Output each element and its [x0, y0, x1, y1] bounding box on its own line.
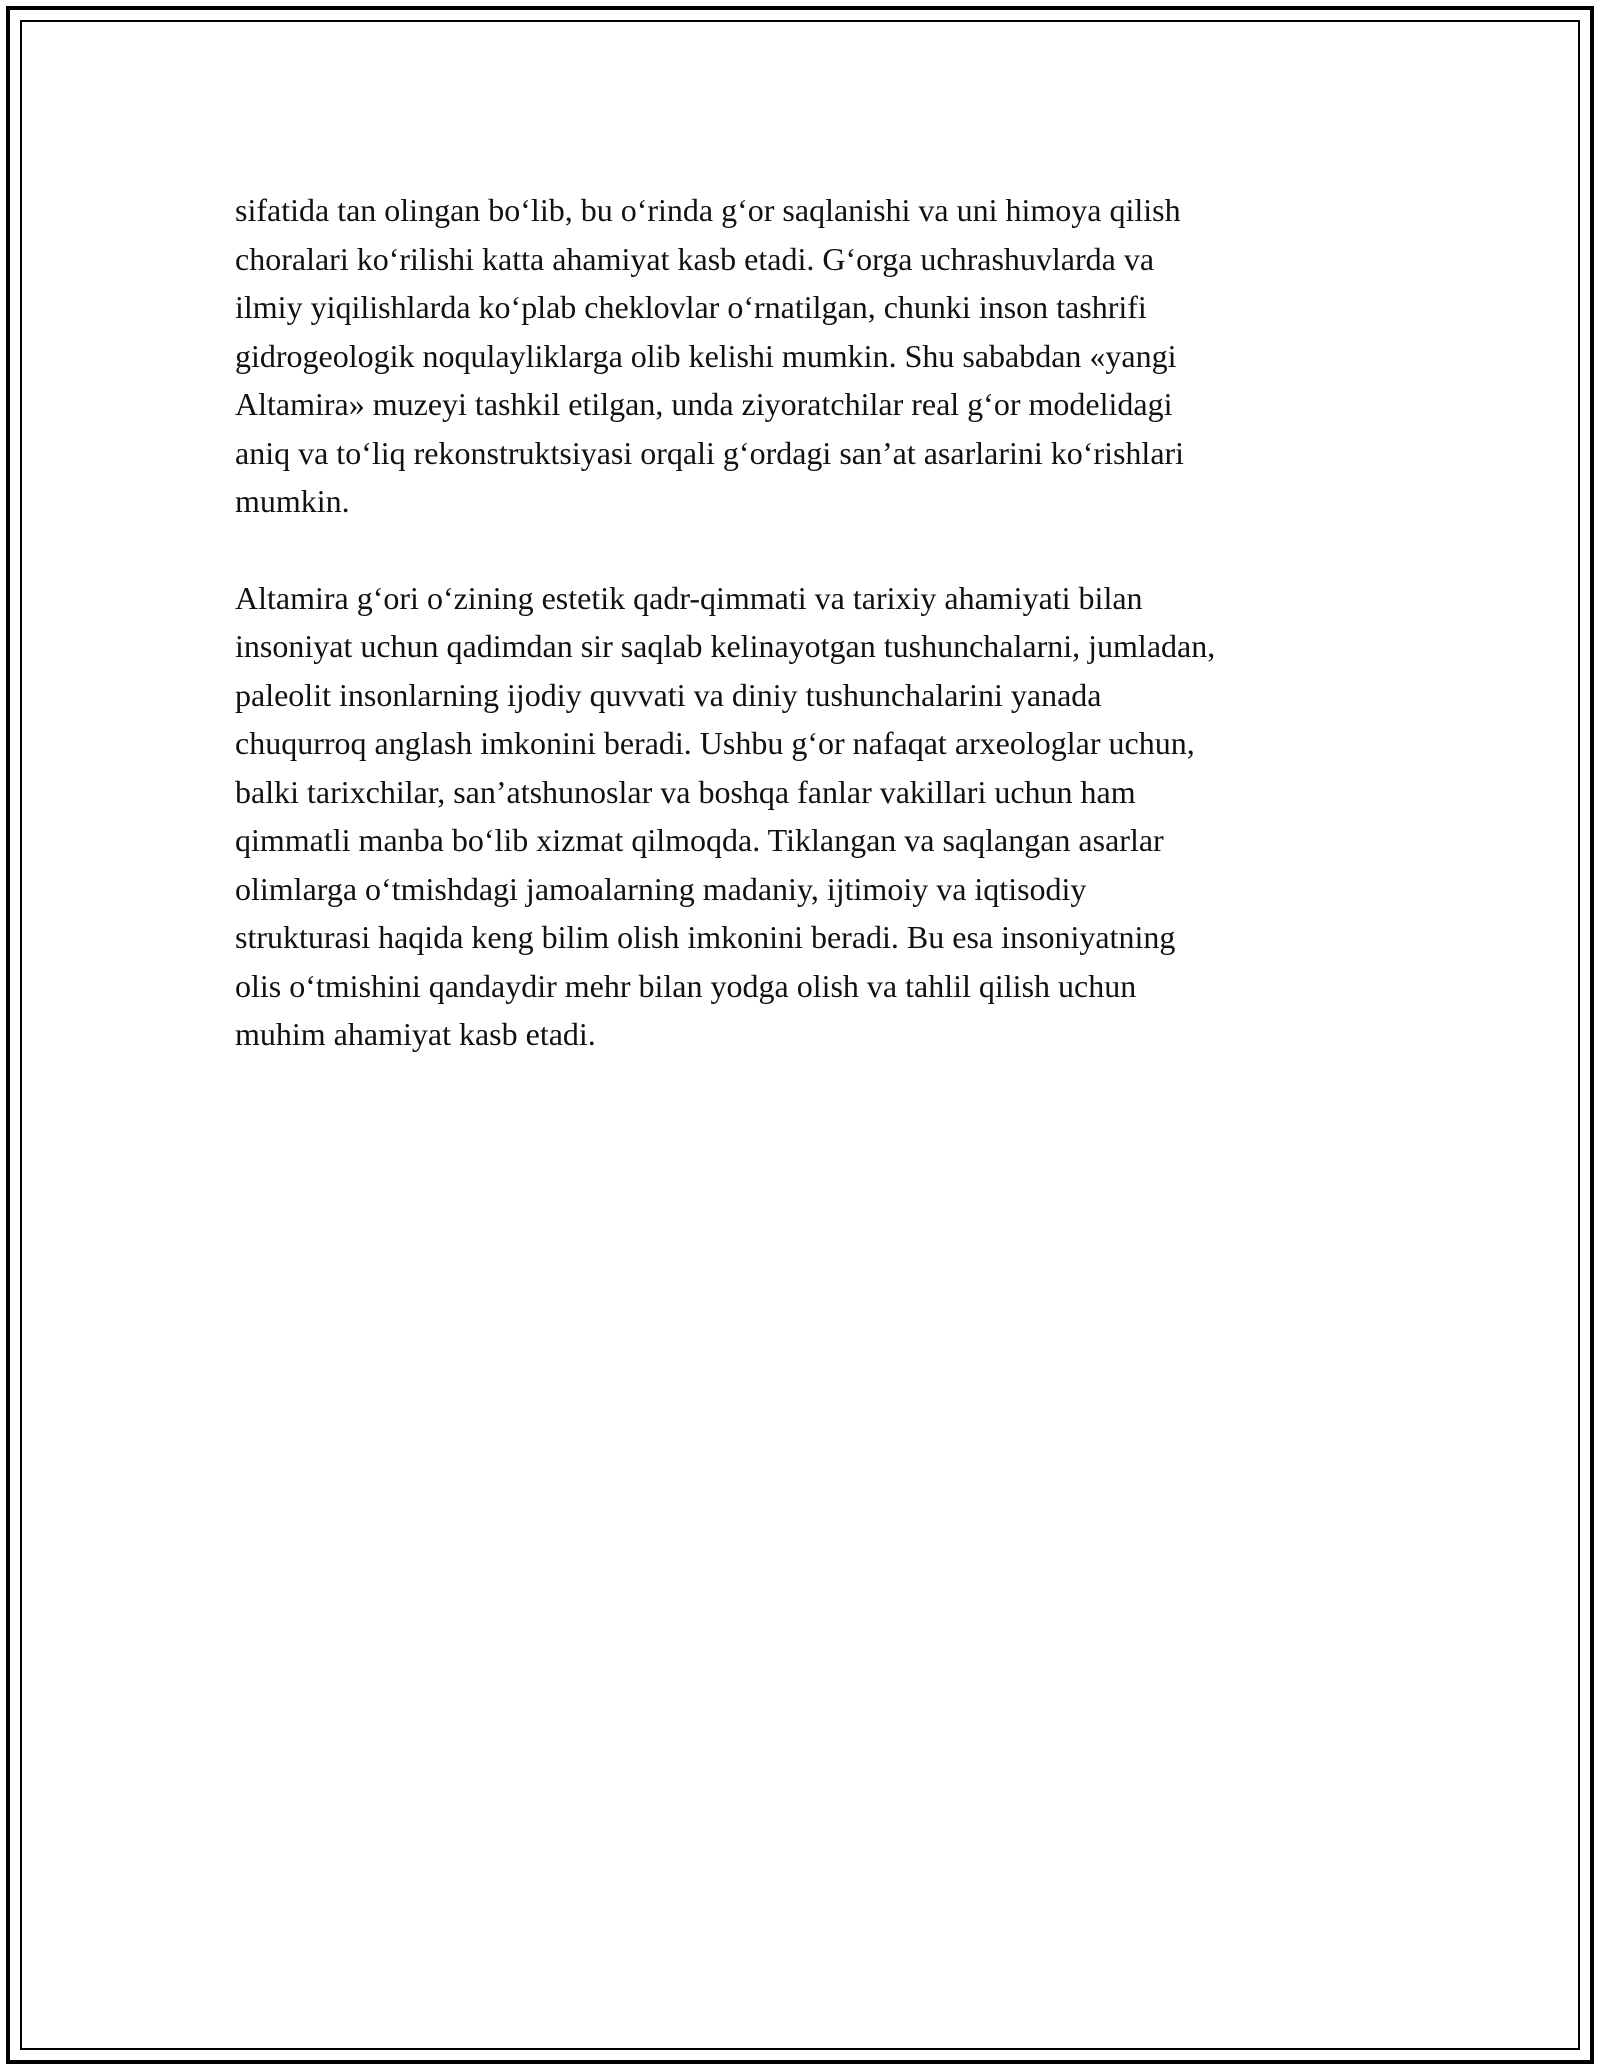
document-body [235, 186, 1375, 1107]
paragraph-conservation: sifatida tan olingan bo‘lib, bu o‘rinda g‘or saqlanishi va uni himoya qilish choralari ko‘rilishi katta ahamiyat kasb etadi. G‘orga uchrashuvlarda va ilmiy yiqilishlarda ko‘plab cheklovlar o‘rnatilgan, chunki inson tashrifi gidrogeologik noqulayliklarga olib kelishi mumkin. Shu sababdan «yangi Altamira» muzeyi tashkil etilgan, unda ziyoratchilar real g‘or modelidagi aniq va to‘liq rekonstruktsiyasi orqali g‘ordagi san’at asarlarini ko‘rishlari mumkin. [235, 192, 1185, 519]
paragraph-significance: Altamira g‘ori o‘zining estetik qadr-qimmati va tarixiy ahamiyati bilan insoniyat uchun qadimdan sir saqlab kelinayotgan tushunchalarni, jumladan, paleolit insonlarning ijodiy quvvati va diniy tushunchalarini yanada chuqurroq anglash imkonini beradi. Ushbu g‘or nafaqat arxeologlar uchun, balki tarixchilar, san’atshunoslar va boshqa fanlar vakillari uchun ham qimmatli manba bo‘lib xizmat qilmoqda. Tiklangan va saqlangan asarlar olimlarga o‘tmishdagi jamoalarning madaniy, ijtimoiy va iqtisodiy strukturasi haqida keng bilim olish imkonini beradi. Bu esa insoniyatning olis o‘tmishini qandaydir mehr bilan yodga olish va tahlil qilish uchun muhim ahamiyat kasb etadi. [235, 579, 1216, 1052]
